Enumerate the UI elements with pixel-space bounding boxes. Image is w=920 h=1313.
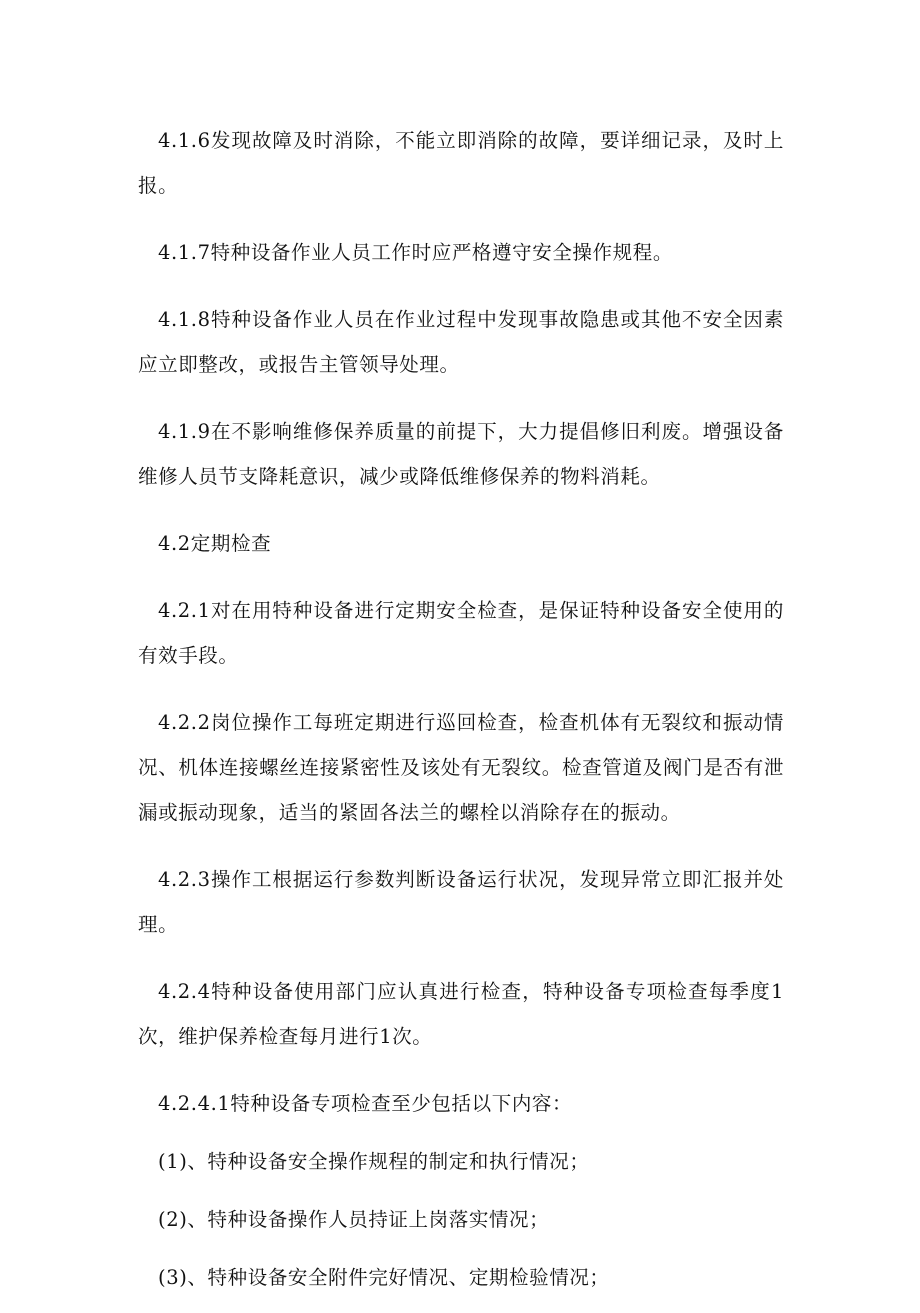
document-body (138, 118, 784, 1313)
list-item-1: (1)、特种设备安全操作规程的制定和执行情况； (158, 1150, 590, 1173)
paragraph-4-1-8: 4.1.8特种设备作业人员在作业过程中发现事故隐患或其他不安全因素应立即整改，或报告主管领导处理。 (138, 308, 784, 376)
paragraph-4-1-7: 4.1.7特种设备作业人员工作时应严格遵守安全操作规程。 (158, 241, 673, 264)
list-item-3: (3)、特种设备安全附件完好情况、定期检验情况； (158, 1266, 610, 1289)
list-item-2: (2)、特种设备操作人员持证上岗落实情况； (158, 1208, 550, 1231)
paragraph-4-2-2: 4.2.2岗位操作工每班定期进行巡回检查，检查机体有无裂纹和振动情况、机体连接螺丝连接紧密性及该处有无裂纹。检查管道及阀门是否有泄漏或振动现象，适当的紧固各法兰的螺栓以消除存在的振动。 (138, 711, 784, 824)
paragraph-4-2-3: 4.2.3操作工根据运行参数判断设备运行状况，发现异常立即汇报并处理。 (138, 868, 784, 936)
paragraph-4-2-1: 4.2.1对在用特种设备进行定期安全检查，是保证特种设备安全使用的有效手段。 (138, 599, 784, 667)
paragraph-4-2-4: 4.2.4特种设备使用部门应认真进行检查，特种设备专项检查每季度1次，维护保养检查每月进行1次。 (138, 980, 784, 1048)
section-heading-4-2: 4.2定期检查 (158, 532, 272, 555)
paragraph-4-1-6: 4.1.6发现故障及时消除，不能立即消除的故障，要详细记录，及时上报。 (138, 129, 784, 197)
paragraph-4-2-4-1: 4.2.4.1特种设备专项检查至少包括以下内容： (158, 1092, 573, 1115)
paragraph-4-1-9: 4.1.9在不影响维修保养质量的前提下，大力提倡修旧利废。增强设备维修人员节支降耗意识，减少或降低维修保养的物料消耗。 (138, 420, 784, 488)
